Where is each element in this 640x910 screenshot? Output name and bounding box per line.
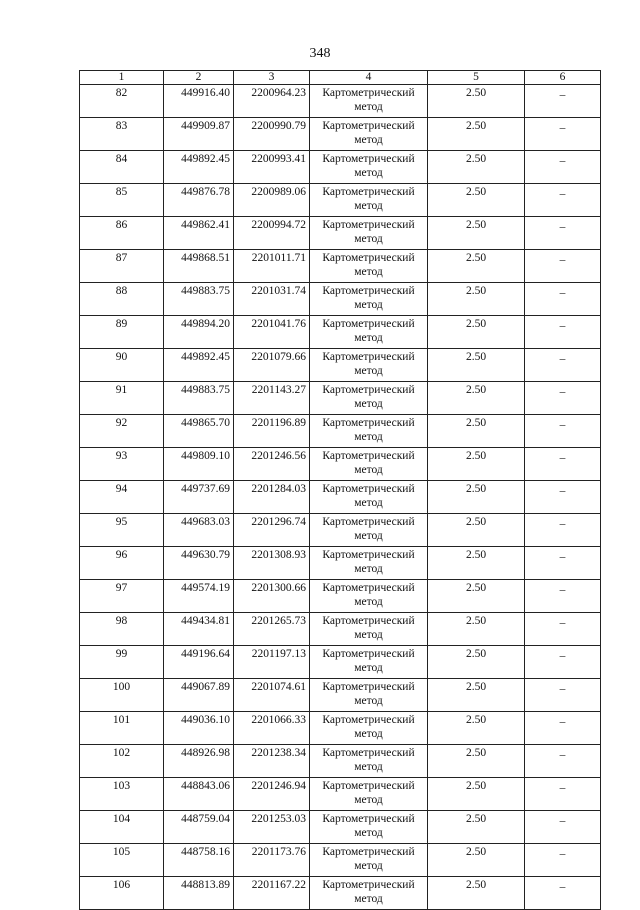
point-number-cell: 97 xyxy=(80,580,164,613)
accuracy-cell: 2.50 xyxy=(428,448,525,481)
note-cell: – xyxy=(525,85,601,118)
note-cell: – xyxy=(525,844,601,877)
x-coordinate-cell: 449883.75 xyxy=(164,382,234,415)
x-coordinate-cell: 449894.20 xyxy=(164,316,234,349)
y-coordinate-cell: 2200994.72 xyxy=(234,217,310,250)
y-coordinate-cell: 2200990.79 xyxy=(234,118,310,151)
table-row xyxy=(80,85,601,118)
note-cell: – xyxy=(525,382,601,415)
accuracy-cell: 2.50 xyxy=(428,778,525,811)
table-row xyxy=(80,481,601,514)
note-cell: – xyxy=(525,712,601,745)
table-row xyxy=(80,811,601,844)
y-coordinate-cell: 2201173.76 xyxy=(234,844,310,877)
accuracy-cell: 2.50 xyxy=(428,679,525,712)
table-row xyxy=(80,745,601,778)
point-number-cell: 84 xyxy=(80,151,164,184)
point-number-cell: 98 xyxy=(80,613,164,646)
method-cell: Картометрический метод xyxy=(310,316,428,349)
method-cell: Картометрический метод xyxy=(310,118,428,151)
method-cell: Картометрический метод xyxy=(310,184,428,217)
method-cell: Картометрический метод xyxy=(310,250,428,283)
table-row xyxy=(80,349,601,382)
method-cell: Картометрический метод xyxy=(310,151,428,184)
accuracy-cell: 2.50 xyxy=(428,283,525,316)
table-row xyxy=(80,283,601,316)
coordinates-table xyxy=(79,70,601,910)
accuracy-cell: 2.50 xyxy=(428,316,525,349)
table-row xyxy=(80,646,601,679)
note-cell: – xyxy=(525,514,601,547)
y-coordinate-cell: 2201284.03 xyxy=(234,481,310,514)
accuracy-cell: 2.50 xyxy=(428,613,525,646)
point-number-cell: 100 xyxy=(80,679,164,712)
x-coordinate-cell: 449909.87 xyxy=(164,118,234,151)
note-cell: – xyxy=(525,415,601,448)
note-cell: – xyxy=(525,481,601,514)
x-coordinate-cell: 449868.51 xyxy=(164,250,234,283)
method-cell: Картометрический метод xyxy=(310,844,428,877)
x-coordinate-cell: 449865.70 xyxy=(164,415,234,448)
method-cell: Картометрический метод xyxy=(310,382,428,415)
column-header: 5 xyxy=(428,71,525,85)
y-coordinate-cell: 2201074.61 xyxy=(234,679,310,712)
method-cell: Картометрический метод xyxy=(310,679,428,712)
y-coordinate-cell: 2201246.94 xyxy=(234,778,310,811)
table-header-row xyxy=(80,71,601,85)
method-cell: Картометрический метод xyxy=(310,514,428,547)
note-cell: – xyxy=(525,283,601,316)
y-coordinate-cell: 2201167.22 xyxy=(234,877,310,910)
x-coordinate-cell: 449737.69 xyxy=(164,481,234,514)
x-coordinate-cell: 449892.45 xyxy=(164,349,234,382)
method-cell: Картометрический метод xyxy=(310,877,428,910)
point-number-cell: 103 xyxy=(80,778,164,811)
method-cell: Картометрический метод xyxy=(310,415,428,448)
accuracy-cell: 2.50 xyxy=(428,481,525,514)
method-cell: Картометрический метод xyxy=(310,745,428,778)
x-coordinate-cell: 449862.41 xyxy=(164,217,234,250)
y-coordinate-cell: 2201238.34 xyxy=(234,745,310,778)
y-coordinate-cell: 2201143.27 xyxy=(234,382,310,415)
y-coordinate-cell: 2201041.76 xyxy=(234,316,310,349)
method-cell: Картометрический метод xyxy=(310,448,428,481)
note-cell: – xyxy=(525,250,601,283)
y-coordinate-cell: 2200964.23 xyxy=(234,85,310,118)
page-number: 348 xyxy=(309,46,331,61)
accuracy-cell: 2.50 xyxy=(428,349,525,382)
x-coordinate-cell: 449876.78 xyxy=(164,184,234,217)
accuracy-cell: 2.50 xyxy=(428,580,525,613)
x-coordinate-cell: 448813.89 xyxy=(164,877,234,910)
method-cell: Картометрический метод xyxy=(310,349,428,382)
method-cell: Картометрический метод xyxy=(310,580,428,613)
point-number-cell: 101 xyxy=(80,712,164,745)
x-coordinate-cell: 448843.06 xyxy=(164,778,234,811)
accuracy-cell: 2.50 xyxy=(428,811,525,844)
accuracy-cell: 2.50 xyxy=(428,85,525,118)
x-coordinate-cell: 449067.89 xyxy=(164,679,234,712)
point-number-cell: 87 xyxy=(80,250,164,283)
x-coordinate-cell: 449809.10 xyxy=(164,448,234,481)
table-row xyxy=(80,118,601,151)
point-number-cell: 105 xyxy=(80,844,164,877)
method-cell: Картометрический метод xyxy=(310,217,428,250)
method-cell: Картометрический метод xyxy=(310,646,428,679)
y-coordinate-cell: 2201265.73 xyxy=(234,613,310,646)
table-row xyxy=(80,844,601,877)
table-row xyxy=(80,613,601,646)
method-cell: Картометрический метод xyxy=(310,712,428,745)
note-cell: – xyxy=(525,316,601,349)
note-cell: – xyxy=(525,877,601,910)
point-number-cell: 93 xyxy=(80,448,164,481)
accuracy-cell: 2.50 xyxy=(428,712,525,745)
x-coordinate-cell: 449434.81 xyxy=(164,613,234,646)
point-number-cell: 95 xyxy=(80,514,164,547)
y-coordinate-cell: 2201079.66 xyxy=(234,349,310,382)
note-cell: – xyxy=(525,613,601,646)
column-header: 4 xyxy=(310,71,428,85)
table-row xyxy=(80,217,601,250)
table-row xyxy=(80,580,601,613)
point-number-cell: 106 xyxy=(80,877,164,910)
note-cell: – xyxy=(525,811,601,844)
y-coordinate-cell: 2200993.41 xyxy=(234,151,310,184)
y-coordinate-cell: 2201196.89 xyxy=(234,415,310,448)
point-number-cell: 94 xyxy=(80,481,164,514)
method-cell: Картометрический метод xyxy=(310,547,428,580)
note-cell: – xyxy=(525,778,601,811)
note-cell: – xyxy=(525,679,601,712)
accuracy-cell: 2.50 xyxy=(428,514,525,547)
note-cell: – xyxy=(525,580,601,613)
x-coordinate-cell: 448926.98 xyxy=(164,745,234,778)
point-number-cell: 88 xyxy=(80,283,164,316)
y-coordinate-cell: 2201253.03 xyxy=(234,811,310,844)
note-cell: – xyxy=(525,547,601,580)
accuracy-cell: 2.50 xyxy=(428,118,525,151)
point-number-cell: 99 xyxy=(80,646,164,679)
note-cell: – xyxy=(525,745,601,778)
x-coordinate-cell: 449196.64 xyxy=(164,646,234,679)
accuracy-cell: 2.50 xyxy=(428,877,525,910)
x-coordinate-cell: 449883.75 xyxy=(164,283,234,316)
note-cell: – xyxy=(525,349,601,382)
point-number-cell: 91 xyxy=(80,382,164,415)
table-row xyxy=(80,547,601,580)
accuracy-cell: 2.50 xyxy=(428,217,525,250)
method-cell: Картометрический метод xyxy=(310,613,428,646)
point-number-cell: 96 xyxy=(80,547,164,580)
y-coordinate-cell: 2201308.93 xyxy=(234,547,310,580)
accuracy-cell: 2.50 xyxy=(428,745,525,778)
point-number-cell: 90 xyxy=(80,349,164,382)
x-coordinate-cell: 449916.40 xyxy=(164,85,234,118)
note-cell: – xyxy=(525,151,601,184)
method-cell: Картометрический метод xyxy=(310,481,428,514)
table-row xyxy=(80,448,601,481)
column-header: 3 xyxy=(234,71,310,85)
table-row xyxy=(80,679,601,712)
column-header: 6 xyxy=(525,71,601,85)
note-cell: – xyxy=(525,448,601,481)
note-cell: – xyxy=(525,118,601,151)
table-row xyxy=(80,712,601,745)
point-number-cell: 85 xyxy=(80,184,164,217)
accuracy-cell: 2.50 xyxy=(428,184,525,217)
point-number-cell: 102 xyxy=(80,745,164,778)
method-cell: Картометрический метод xyxy=(310,778,428,811)
point-number-cell: 83 xyxy=(80,118,164,151)
x-coordinate-cell: 449630.79 xyxy=(164,547,234,580)
point-number-cell: 104 xyxy=(80,811,164,844)
table-row xyxy=(80,514,601,547)
accuracy-cell: 2.50 xyxy=(428,382,525,415)
table-row xyxy=(80,778,601,811)
x-coordinate-cell: 448759.04 xyxy=(164,811,234,844)
note-cell: – xyxy=(525,217,601,250)
x-coordinate-cell: 449892.45 xyxy=(164,151,234,184)
accuracy-cell: 2.50 xyxy=(428,415,525,448)
accuracy-cell: 2.50 xyxy=(428,250,525,283)
accuracy-cell: 2.50 xyxy=(428,844,525,877)
point-number-cell: 86 xyxy=(80,217,164,250)
method-cell: Картометрический метод xyxy=(310,85,428,118)
y-coordinate-cell: 2201296.74 xyxy=(234,514,310,547)
column-header: 2 xyxy=(164,71,234,85)
point-number-cell: 92 xyxy=(80,415,164,448)
y-coordinate-cell: 2201066.33 xyxy=(234,712,310,745)
x-coordinate-cell: 449683.03 xyxy=(164,514,234,547)
table-row xyxy=(80,250,601,283)
table-row xyxy=(80,184,601,217)
y-coordinate-cell: 2201197.13 xyxy=(234,646,310,679)
y-coordinate-cell: 2201300.66 xyxy=(234,580,310,613)
note-cell: – xyxy=(525,184,601,217)
accuracy-cell: 2.50 xyxy=(428,547,525,580)
x-coordinate-cell: 449036.10 xyxy=(164,712,234,745)
accuracy-cell: 2.50 xyxy=(428,151,525,184)
y-coordinate-cell: 2201246.56 xyxy=(234,448,310,481)
x-coordinate-cell: 448758.16 xyxy=(164,844,234,877)
y-coordinate-cell: 2200989.06 xyxy=(234,184,310,217)
table-row xyxy=(80,382,601,415)
point-number-cell: 82 xyxy=(80,85,164,118)
table-row xyxy=(80,415,601,448)
x-coordinate-cell: 449574.19 xyxy=(164,580,234,613)
accuracy-cell: 2.50 xyxy=(428,646,525,679)
method-cell: Картометрический метод xyxy=(310,811,428,844)
column-header: 1 xyxy=(80,71,164,85)
y-coordinate-cell: 2201011.71 xyxy=(234,250,310,283)
table-row xyxy=(80,316,601,349)
method-cell: Картометрический метод xyxy=(310,283,428,316)
point-number-cell: 89 xyxy=(80,316,164,349)
note-cell: – xyxy=(525,646,601,679)
y-coordinate-cell: 2201031.74 xyxy=(234,283,310,316)
table-row xyxy=(80,151,601,184)
